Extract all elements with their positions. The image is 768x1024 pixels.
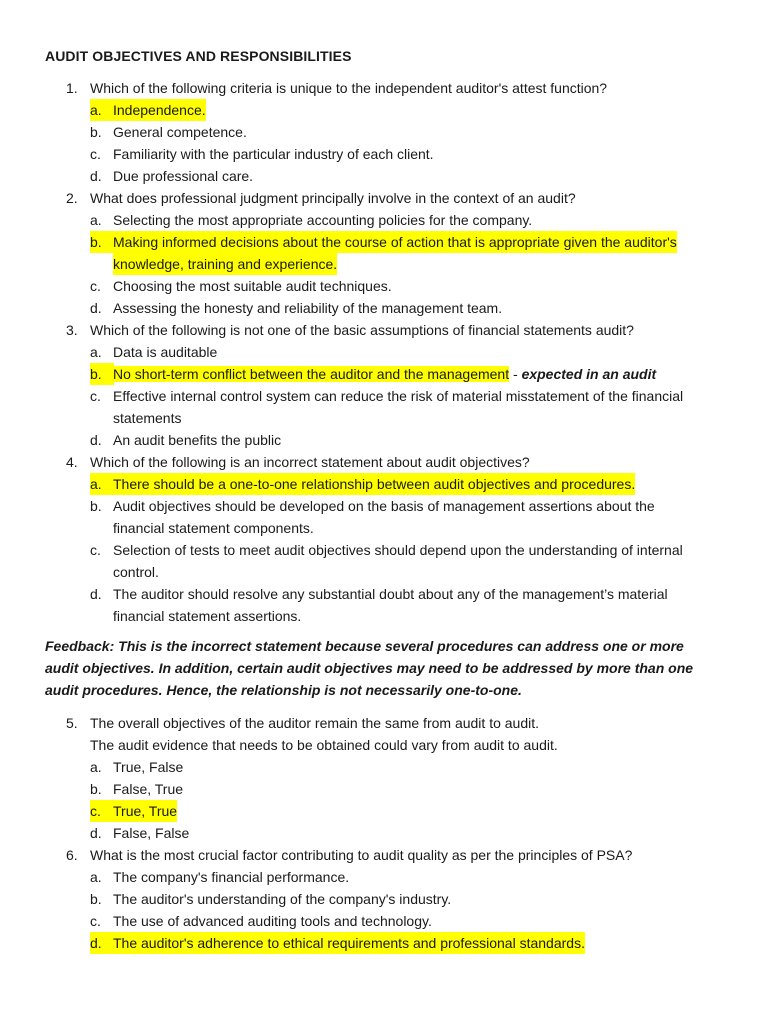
option-text: Choosing the most suitable audit techniques.	[113, 278, 392, 294]
option-letter: c.	[90, 388, 101, 404]
option-letter: a.	[90, 212, 102, 228]
questions-1-4	[0, 77, 768, 627]
q5-option-a	[0, 756, 768, 778]
option-letter: a.	[90, 99, 114, 121]
q5-option-d	[0, 822, 768, 844]
q5-option-b	[0, 778, 768, 800]
option-letter: d.	[90, 825, 102, 841]
questions-5-6	[0, 712, 768, 954]
option-letter: b.	[90, 781, 102, 797]
question-number: 6.	[66, 847, 78, 863]
q6-option-a	[0, 866, 768, 888]
option-text-answer: Independence.	[113, 99, 206, 121]
question-5-cont	[0, 734, 768, 756]
question-number: 5.	[66, 715, 78, 731]
option-letter: a.	[90, 473, 114, 495]
q4-option-c	[0, 539, 768, 561]
q6-option-c	[0, 910, 768, 932]
option-text: control.	[113, 564, 159, 580]
q4-option-b	[0, 495, 768, 517]
option-text: Selecting the most appropriate accounting policies for the company.	[113, 212, 533, 228]
question-2	[0, 187, 768, 209]
q6-option-d	[0, 932, 768, 954]
option-letter: c.	[90, 800, 113, 822]
option-text: The auditor's understanding of the company's industry.	[113, 891, 452, 907]
feedback-line: audit objectives. In addition, certain audit objectives may need to be addressed by more than one	[45, 660, 694, 676]
option-letter: b.	[90, 498, 102, 514]
option-text: financial statement components.	[113, 520, 314, 536]
option-text: Effective internal control system can reduce the risk of material misstatement of the financial	[113, 388, 684, 404]
option-letter: c.	[90, 913, 101, 929]
feedback-paragraph	[45, 635, 725, 701]
option-text: Due professional care.	[113, 168, 254, 184]
question-text: The overall objectives of the auditor remain the same from audit to audit.	[90, 715, 540, 731]
option-text: False, True	[113, 781, 184, 797]
option-letter: a.	[90, 759, 102, 775]
option-letter: d.	[90, 168, 102, 184]
option-text: statements	[113, 410, 182, 426]
note-separator: -	[509, 366, 522, 382]
option-letter: c.	[90, 146, 101, 162]
option-text-answer: Making informed decisions about the course of action that is appropriate given the auditor's	[113, 231, 677, 253]
q1-option-b	[0, 121, 768, 143]
option-letter: d.	[90, 932, 114, 954]
q2-option-d	[0, 297, 768, 319]
question-text: The audit evidence that needs to be obtained could vary from audit to audit.	[90, 737, 558, 753]
option-text: The company's financial performance.	[113, 869, 350, 885]
question-text: What does professional judgment principally involve in the context of an audit?	[90, 190, 576, 206]
option-text: financial statement assertions.	[113, 608, 302, 624]
question-text: What is the most crucial factor contributing to audit quality as per the principles of PSA?	[90, 847, 633, 863]
q1-option-c	[0, 143, 768, 165]
q6-option-b	[0, 888, 768, 910]
option-text: True, False	[113, 759, 184, 775]
option-letter: a.	[90, 344, 102, 360]
q3-option-b	[0, 363, 768, 385]
option-letter: b.	[90, 891, 102, 907]
option-letter: b.	[90, 124, 102, 140]
feedback-line: audit procedures. Hence, the relationship is not necessarily one-to-one.	[45, 682, 522, 698]
option-text: False, False	[113, 825, 190, 841]
option-text: Data is auditable	[113, 344, 218, 360]
q3-option-d	[0, 429, 768, 451]
option-letter: b.	[90, 231, 114, 253]
feedback-line: Feedback: This is the incorrect statement because several procedures can address one or more	[45, 638, 684, 654]
question-text: Which of the following is not one of the basic assumptions of financial statements audit?	[90, 322, 634, 338]
option-letter: c.	[90, 542, 101, 558]
q2-option-b-cont	[0, 253, 768, 275]
answer-note: expected in an audit	[521, 366, 657, 382]
q4-option-d-cont	[0, 605, 768, 627]
option-text-answer: True, True	[113, 800, 177, 822]
q3-option-c	[0, 385, 768, 407]
q4-option-d	[0, 583, 768, 605]
q2-option-a	[0, 209, 768, 231]
option-letter: d.	[90, 432, 102, 448]
question-1	[0, 77, 768, 99]
q5-option-c	[0, 800, 768, 822]
question-4	[0, 451, 768, 473]
question-number: 3.	[66, 322, 78, 338]
q2-option-c	[0, 275, 768, 297]
question-text: Which of the following is an incorrect statement about audit objectives?	[90, 454, 530, 470]
option-letter: d.	[90, 586, 102, 602]
question-3	[0, 319, 768, 341]
q1-option-d	[0, 165, 768, 187]
option-text: Assessing the honesty and reliability of the management team.	[113, 300, 503, 316]
option-letter: d.	[90, 300, 102, 316]
question-number: 1.	[66, 80, 78, 96]
question-6	[0, 844, 768, 866]
q3-option-a	[0, 341, 768, 363]
option-text: An audit benefits the public	[113, 432, 282, 448]
option-text-answer: There should be a one-to-one relationship between audit objectives and procedures.	[113, 473, 635, 495]
q4-option-b-cont	[0, 517, 768, 539]
option-text: Audit objectives should be developed on the basis of management assertions about the	[113, 498, 655, 514]
option-text: Selection of tests to meet audit objectives should depend upon the understanding of internal	[113, 542, 683, 558]
option-text-row	[113, 363, 656, 385]
option-text: General competence.	[113, 124, 247, 140]
question-number: 4.	[66, 454, 78, 470]
option-text: The use of advanced auditing tools and technology.	[113, 913, 432, 929]
option-text-answer: The auditor's adherence to ethical requirements and professional standards.	[113, 932, 585, 954]
option-text-answer: No short-term conflict between the auditor and the management	[113, 366, 510, 382]
q4-option-c-cont	[0, 561, 768, 583]
question-text: Which of the following criteria is unique to the independent auditor's attest function?	[90, 80, 608, 96]
page-title: AUDIT OBJECTIVES AND RESPONSIBILITIES	[45, 48, 352, 64]
q1-option-a	[0, 99, 768, 121]
option-letter: a.	[90, 869, 102, 885]
option-letter: c.	[90, 278, 101, 294]
q4-option-a	[0, 473, 768, 495]
option-letter: b.	[90, 363, 114, 385]
question-5	[0, 712, 768, 734]
option-text-answer: knowledge, training and experience.	[113, 253, 337, 275]
question-number: 2.	[66, 190, 78, 206]
option-text: Familiarity with the particular industry of each client.	[113, 146, 434, 162]
option-text: The auditor should resolve any substantial doubt about any of the management’s material	[113, 586, 668, 602]
q2-option-b	[0, 231, 768, 253]
q3-option-c-cont	[0, 407, 768, 429]
